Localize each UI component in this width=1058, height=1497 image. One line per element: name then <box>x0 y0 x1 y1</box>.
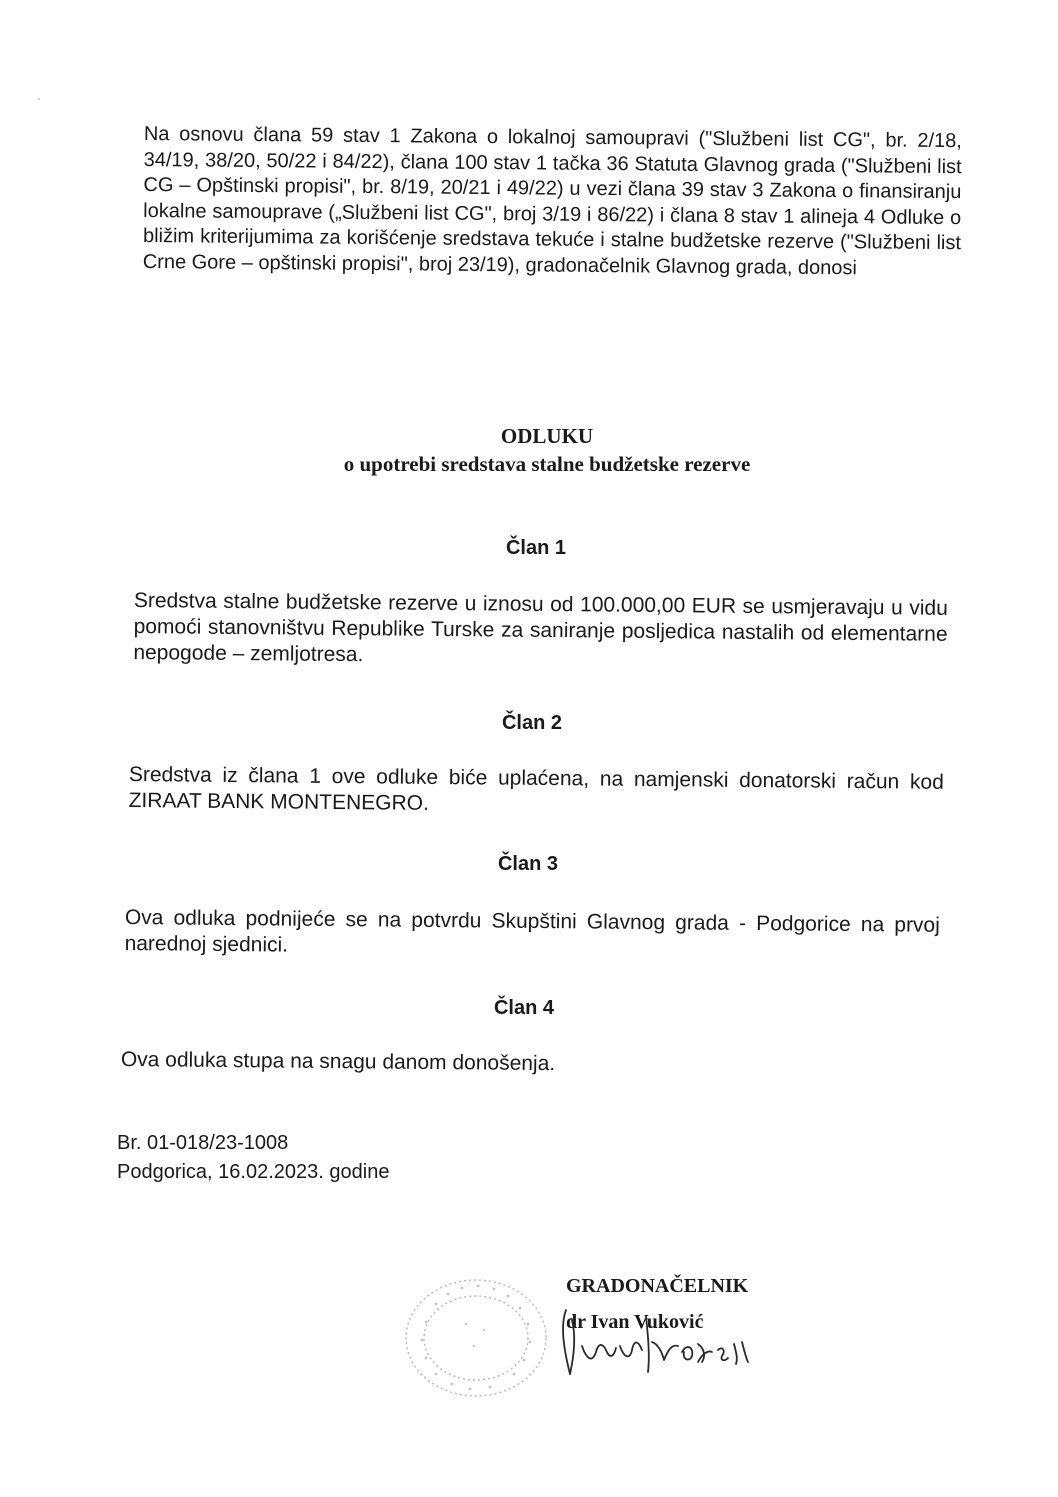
article-1-text: Sredstva stalne budžetske rezerve u iznosu od 100.000,00 EUR se usmjeravaju u vidu pomoći stanovništvu Republike Turske za saniranje posljedica nastalih od elementarne nepogode – zemljotresa. <box>133 588 948 667</box>
article-2-heading: Član 2 <box>501 712 563 734</box>
place-date: Podgorica, 16.02.2023. godine <box>117 1161 390 1183</box>
reference-number: Br. 01-018/23-1008 <box>117 1132 289 1154</box>
scan-artifact <box>38 98 40 100</box>
article-2-text: Sredstva iz člana 1 ove odluke biće uplaćena, na namjenski donatorski račun kod ZIRAAT BANK MONTENEGRO. <box>128 762 944 815</box>
article-1-heading: Član 1 <box>505 537 567 559</box>
signatory-name: dr Ivan Vuković <box>566 1311 704 1333</box>
article-4-text: Ova odluka stupa na snagu danom donošenja. <box>120 1048 556 1076</box>
preamble-paragraph: Na osnovu člana 59 stav 1 Zakona o lokalnoj samoupravi ("Službeni list CG", br. 2/18, 34/19, 38/20, 50/22 i 84/22), člana 100 stav 1 tačka 36 Statuta Glavnog grada ("Službeni list CG – Opštinski propisi", br. 8/19, 20/21 i 49/22) u vezi člana 39 stav 3 Zakona o finansiranju lokalne samouprave („Službeni list CG", broj 3/19 i 86/22) i člana 8 stav 1 alineja 4 Odluke o bližim kriterijumima za korišćenje sredstava tekuće i stalne budžetske rezerve ("Službeni list Crne Gore – opštinski propisi", broj 23/19), gradonačelnik Glavnog grada, donosi <box>142 122 962 279</box>
decision-title: ODLUKU <box>500 424 594 448</box>
signatory-title: GRADONAČELNIK <box>566 1275 749 1297</box>
handwritten-signature-icon <box>552 1306 762 1386</box>
article-3-heading: Član 3 <box>497 853 559 875</box>
decision-subtitle: o upotrebi sredstava stalne budžetske rezerve <box>343 452 751 476</box>
article-3-text: Ova odluka podnijeće se na potvrdu Skupštini Glavnog grada - Podgorice na prvoj narednoj sjednici. <box>124 905 940 957</box>
official-seal-icon <box>396 1274 556 1404</box>
article-4-heading: Član 4 <box>493 997 555 1019</box>
